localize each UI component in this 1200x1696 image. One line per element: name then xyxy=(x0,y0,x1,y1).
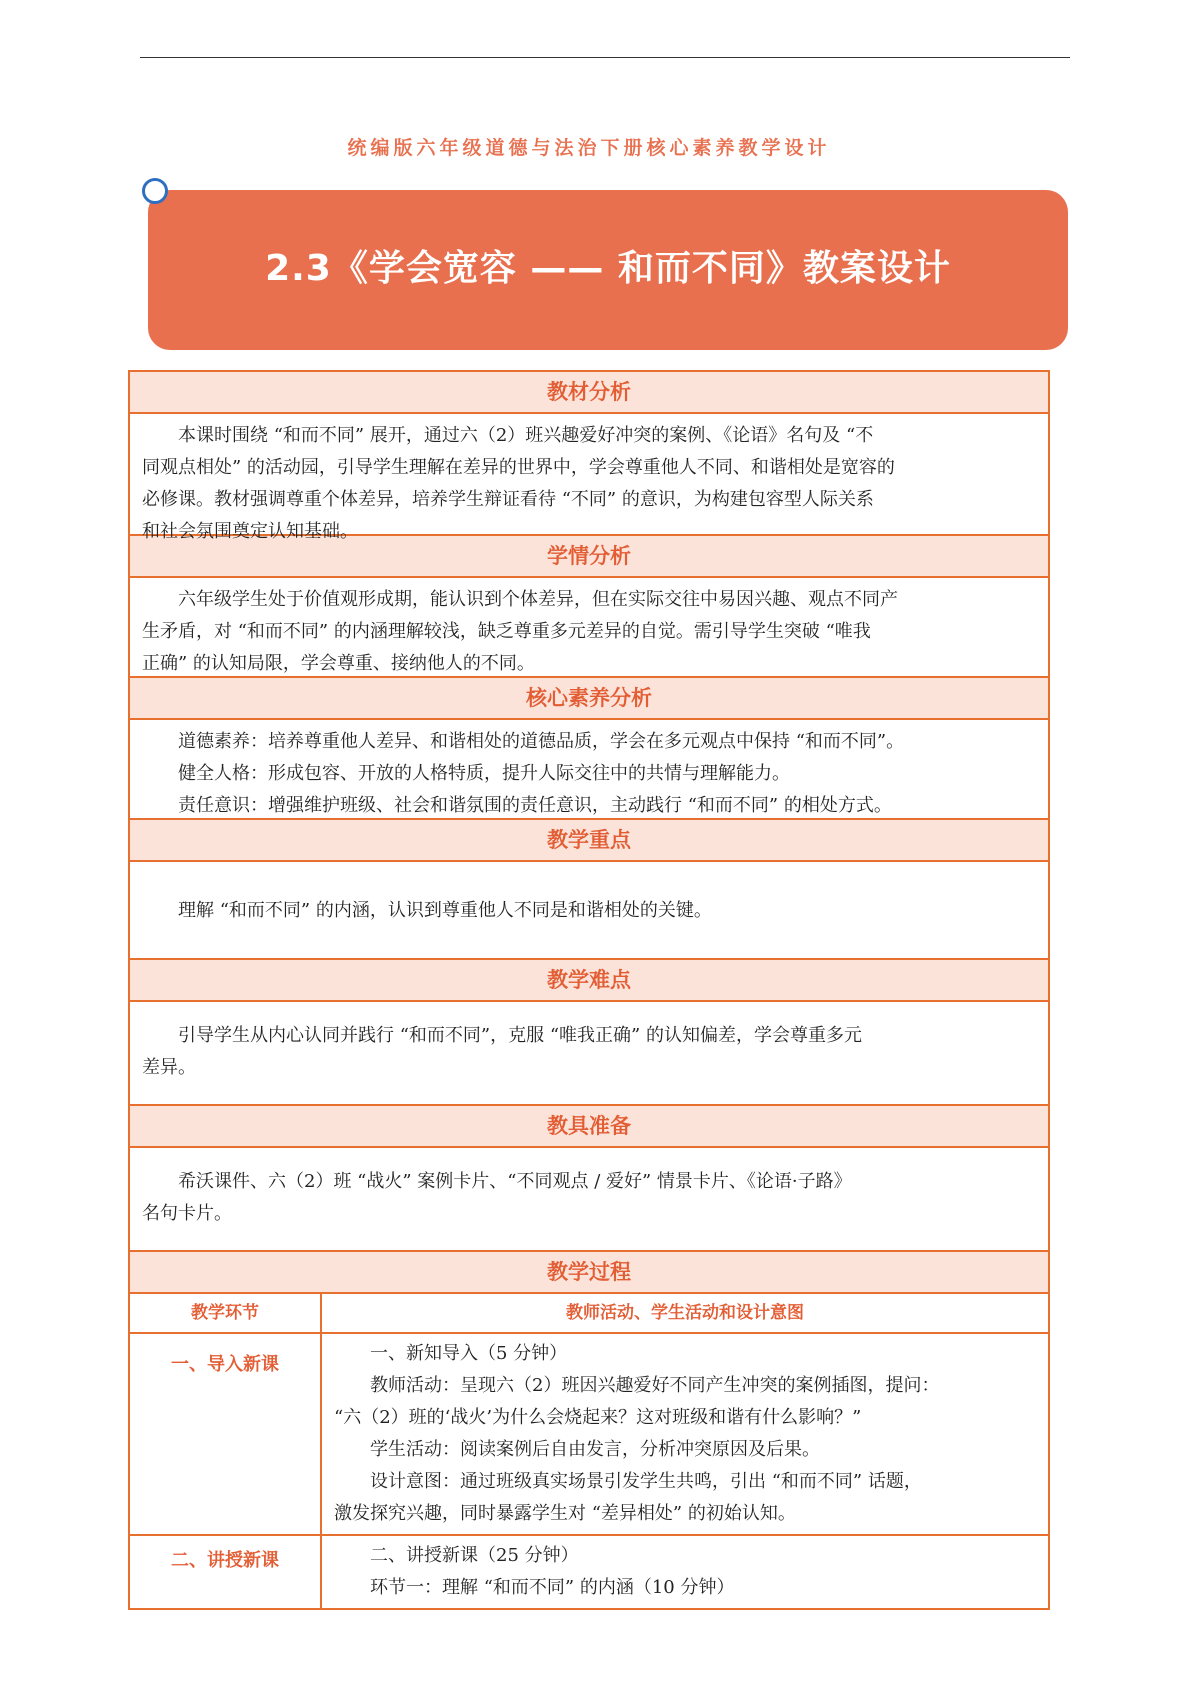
process-row xyxy=(130,1334,1048,1536)
difficulty-heading: 教学难点 xyxy=(130,960,1048,1002)
process-line: 一、新知导入（5 分钟） xyxy=(370,1343,568,1364)
process-line: 学生活动：阅读案例后自由发言，分析冲突原因及后果。 xyxy=(370,1439,820,1460)
series-title: 统编版六年级道德与法治下册核心素养教学设计 xyxy=(347,137,831,159)
key-body xyxy=(130,862,1048,960)
process-stage: 一、导入新课 xyxy=(130,1334,322,1534)
lesson-plan-table xyxy=(128,370,1050,1610)
core-heading: 核心素养分析 xyxy=(130,678,1048,720)
process-column-header xyxy=(130,1294,1048,1334)
key-heading: 教学重点 xyxy=(130,820,1048,862)
circle-decoration-icon xyxy=(142,178,168,204)
process-line: “六（2）班的‘战火’为什么会烧起来？这对班级和谐有什么影响？” xyxy=(334,1407,862,1428)
title-banner xyxy=(148,190,1068,350)
core-line: 责任意识：增强维护班级、社会和谐氛围的责任意识，主动践行 “和而不同” 的相处方式。 xyxy=(178,795,892,816)
materials-heading: 教材分析 xyxy=(130,372,1048,414)
lesson-title: 2.3《学会宽容 —— 和而不同》教案设计 xyxy=(265,248,951,289)
process-heading: 教学过程 xyxy=(130,1252,1048,1294)
process-stage: 二、讲授新课 xyxy=(130,1536,322,1608)
process-line: 设计意图：通过班级真实场景引发学生共鸣，引出 “和而不同” 话题， xyxy=(370,1471,922,1492)
tools-body xyxy=(130,1148,1048,1252)
core-line: 健全人格：形成包容、开放的人格特质，提升人际交往中的共情与理解能力。 xyxy=(178,763,790,784)
students-heading: 学情分析 xyxy=(130,536,1048,578)
materials-line: 必修课。教材强调尊重个体差异，培养学生辩证看待 “不同” 的意识，为构建包容型人际关系 xyxy=(142,489,874,510)
core-body xyxy=(130,720,1048,820)
process-content xyxy=(322,1536,1048,1608)
materials-body xyxy=(130,414,1048,542)
process-line: 教师活动：呈现六（2）班因兴趣爱好不同产生冲突的案例插图，提问： xyxy=(370,1375,940,1396)
process-line: 二、讲授新课（25 分钟） xyxy=(370,1545,579,1566)
materials-line: 同观点相处” 的活动园，引导学生理解在差异的世界中，学会尊重他人不同、和谐相处是宽容的 xyxy=(142,457,895,478)
tools-line: 希沃课件、六（2）班 “战火” 案例卡片、“不同观点 / 爱好” 情景卡片、《论语·子路》 xyxy=(178,1171,852,1192)
materials-line: 本课时围绕 “和而不同” 展开，通过六（2）班兴趣爱好冲突的案例、《论语》名句及 “不 xyxy=(178,425,874,446)
process-content xyxy=(322,1334,1048,1534)
difficulty-line: 引导学生从内心认同并践行 “和而不同”，克服 “唯我正确” 的认知偏差，学会尊重多元 xyxy=(178,1025,862,1046)
difficulty-line: 差异。 xyxy=(142,1057,196,1078)
header-rule xyxy=(140,57,1070,58)
students-line: 正确” 的认知局限，学会尊重、接纳他人的不同。 xyxy=(142,653,535,674)
students-body xyxy=(130,578,1048,678)
students-line: 六年级学生处于价值观形成期，能认识到个体差异，但在实际交往中易因兴趣、观点不同产 xyxy=(178,589,898,610)
content-column-label: 教师活动、学生活动和设计意图 xyxy=(566,1303,804,1323)
stage-column-label: 教学环节 xyxy=(130,1294,322,1332)
students-line: 生矛盾，对 “和而不同” 的内涵理解较浅，缺乏尊重多元差异的自觉。需引导学生突破 “唯我 xyxy=(142,621,871,642)
process-line: 环节一：理解 “和而不同” 的内涵（10 分钟） xyxy=(370,1577,735,1598)
materials-line: 和社会氛围奠定认知基础。 xyxy=(142,521,358,542)
difficulty-body xyxy=(130,1002,1048,1106)
tools-line: 名句卡片。 xyxy=(142,1203,232,1224)
key-text: 理解 “和而不同” 的内涵，认识到尊重他人不同是和谐相处的关键。 xyxy=(178,900,712,921)
tools-heading: 教具准备 xyxy=(130,1106,1048,1148)
core-line: 道德素养：培养尊重他人差异、和谐相处的道德品质，学会在多元观点中保持 “和而不同”。 xyxy=(178,731,905,752)
process-line: 激发探究兴趣，同时暴露学生对 “差异相处” 的初始认知。 xyxy=(334,1503,796,1524)
process-row xyxy=(130,1536,1048,1608)
